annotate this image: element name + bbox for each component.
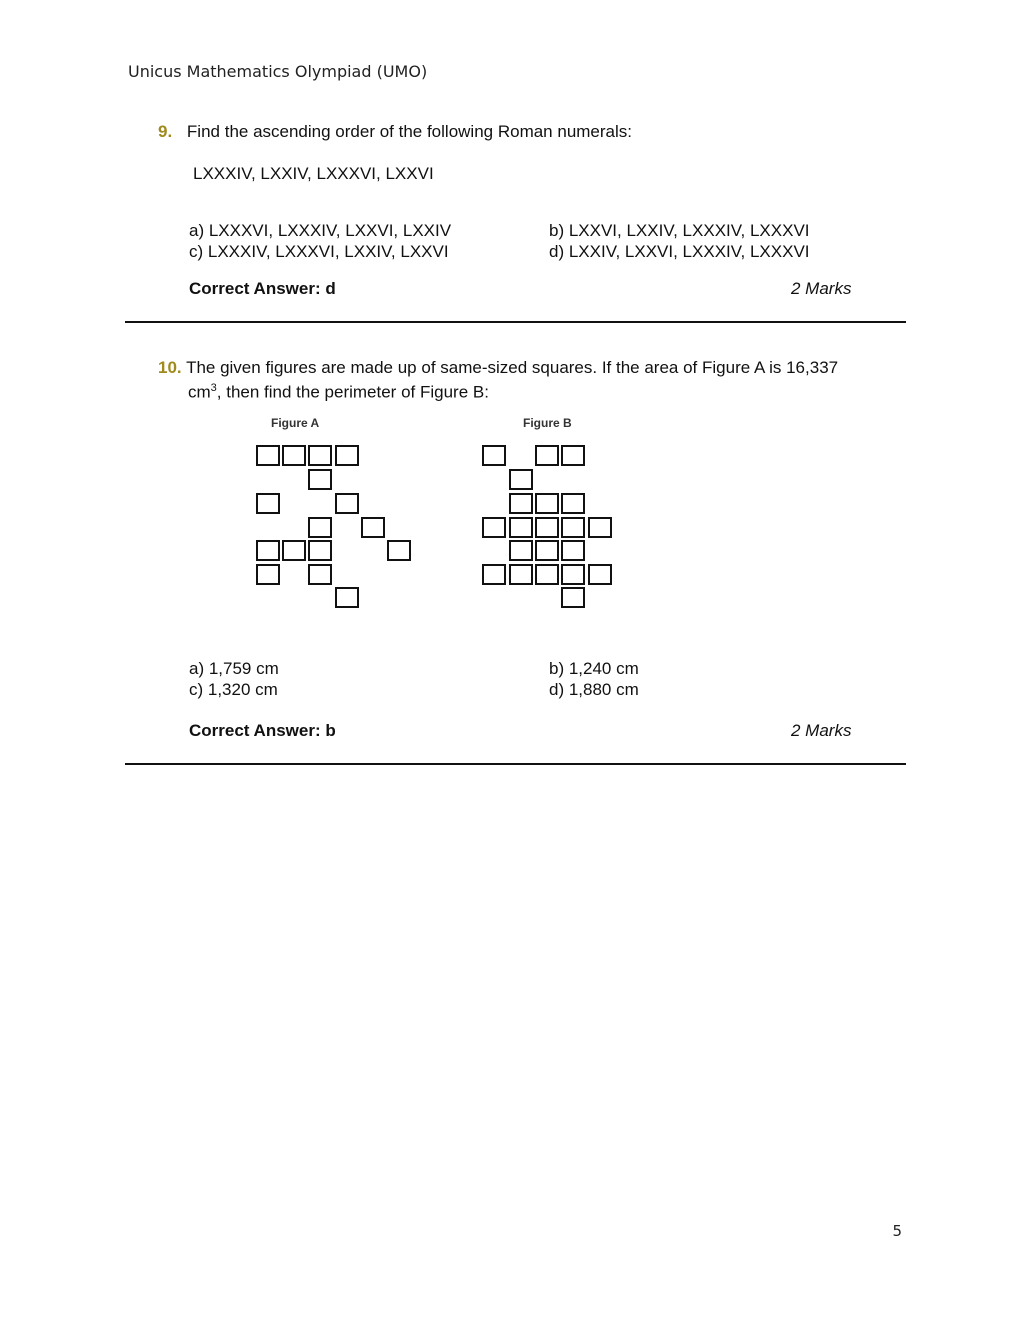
figure-b-square [561,517,585,538]
figure-b-square [509,540,533,561]
figure-b-square [588,564,612,585]
figure-a-square [335,493,359,514]
figure-b-square [509,493,533,514]
figure-b-square [588,517,612,538]
question-9-text [158,121,632,142]
figure-a-square [308,564,332,585]
figure-b [482,445,622,615]
figure-b-square [535,517,559,538]
figure-b-square [535,564,559,585]
figure-b-square [535,445,559,466]
question-10-option-a: a) 1,759 cm [189,659,279,678]
figure-a [256,445,426,615]
figure-b-square [535,540,559,561]
question-9-prompt: Find the ascending order of the following Roman numerals: [186,122,633,141]
figure-a-square [308,540,332,561]
question-10-prompt-line1: The given figures are made up of same-sized squares. If the area of Figure A is 16,337 [186,358,839,377]
figure-b-square [561,564,585,585]
figure-a-square [361,517,385,538]
figure-b-label: Figure B [523,416,572,430]
figure-a-square [256,493,280,514]
question-10-number: 10. [158,358,182,377]
question-9-option-a: a) LXXXVI, LXXXIV, LXXVI, LXXIV [189,221,452,240]
page-number: 5 [892,1222,902,1240]
figure-a-square [282,540,306,561]
question-10-option-c: c) 1,320 cm [189,680,278,699]
prompt-tail: , then find the perimeter of Figure B: [216,382,489,402]
question-9-number: 9. [158,122,173,141]
figure-a-square [387,540,411,561]
figure-a-square [256,445,280,466]
figure-a-square [335,587,359,608]
figure-a-label: Figure A [271,416,320,430]
section-divider [125,321,906,323]
figure-a-square [282,445,306,466]
figure-a-square [308,469,332,490]
question-9-marks: 2 Marks [791,279,852,298]
section-divider [125,763,906,765]
unit-text: cm [188,382,211,402]
question-9-answer: Correct Answer: d [189,279,336,298]
question-10-option-b: b) 1,240 cm [549,659,639,678]
question-9-option-c: c) LXXXIV, LXXXVI, LXXIV, LXXVI [189,242,449,261]
figure-b-square [482,517,506,538]
unit-exponent: 3 [210,382,217,394]
figure-a-square [256,540,280,561]
figure-a-square [308,517,332,538]
figure-b-square [509,564,533,585]
figure-b-square [509,469,533,490]
figure-b-square [482,564,506,585]
figure-b-square [509,517,533,538]
question-9-given: LXXXIV, LXXIV, LXXXVI, LXXVI [193,164,434,183]
figure-a-square [256,564,280,585]
figure-a-square [308,445,332,466]
question-10-answer: Correct Answer: b [189,721,336,740]
question-10-text [158,357,918,403]
question-10-prompt-line2 [158,378,918,403]
figure-b-square [561,445,585,466]
question-9-option-b: b) LXXVI, LXXIV, LXXXIV, LXXXVI [549,221,810,240]
figure-a-square [335,445,359,466]
figure-b-square [561,587,585,608]
question-10-marks: 2 Marks [791,721,852,740]
figure-b-square [535,493,559,514]
figure-b-square [561,540,585,561]
document-header: Unicus Mathematics Olympiad (UMO) [128,62,428,81]
figure-b-square [561,493,585,514]
question-10-option-d: d) 1,880 cm [549,680,639,699]
figure-b-square [482,445,506,466]
question-9-option-d: d) LXXIV, LXXVI, LXXXIV, LXXXVI [549,242,810,261]
